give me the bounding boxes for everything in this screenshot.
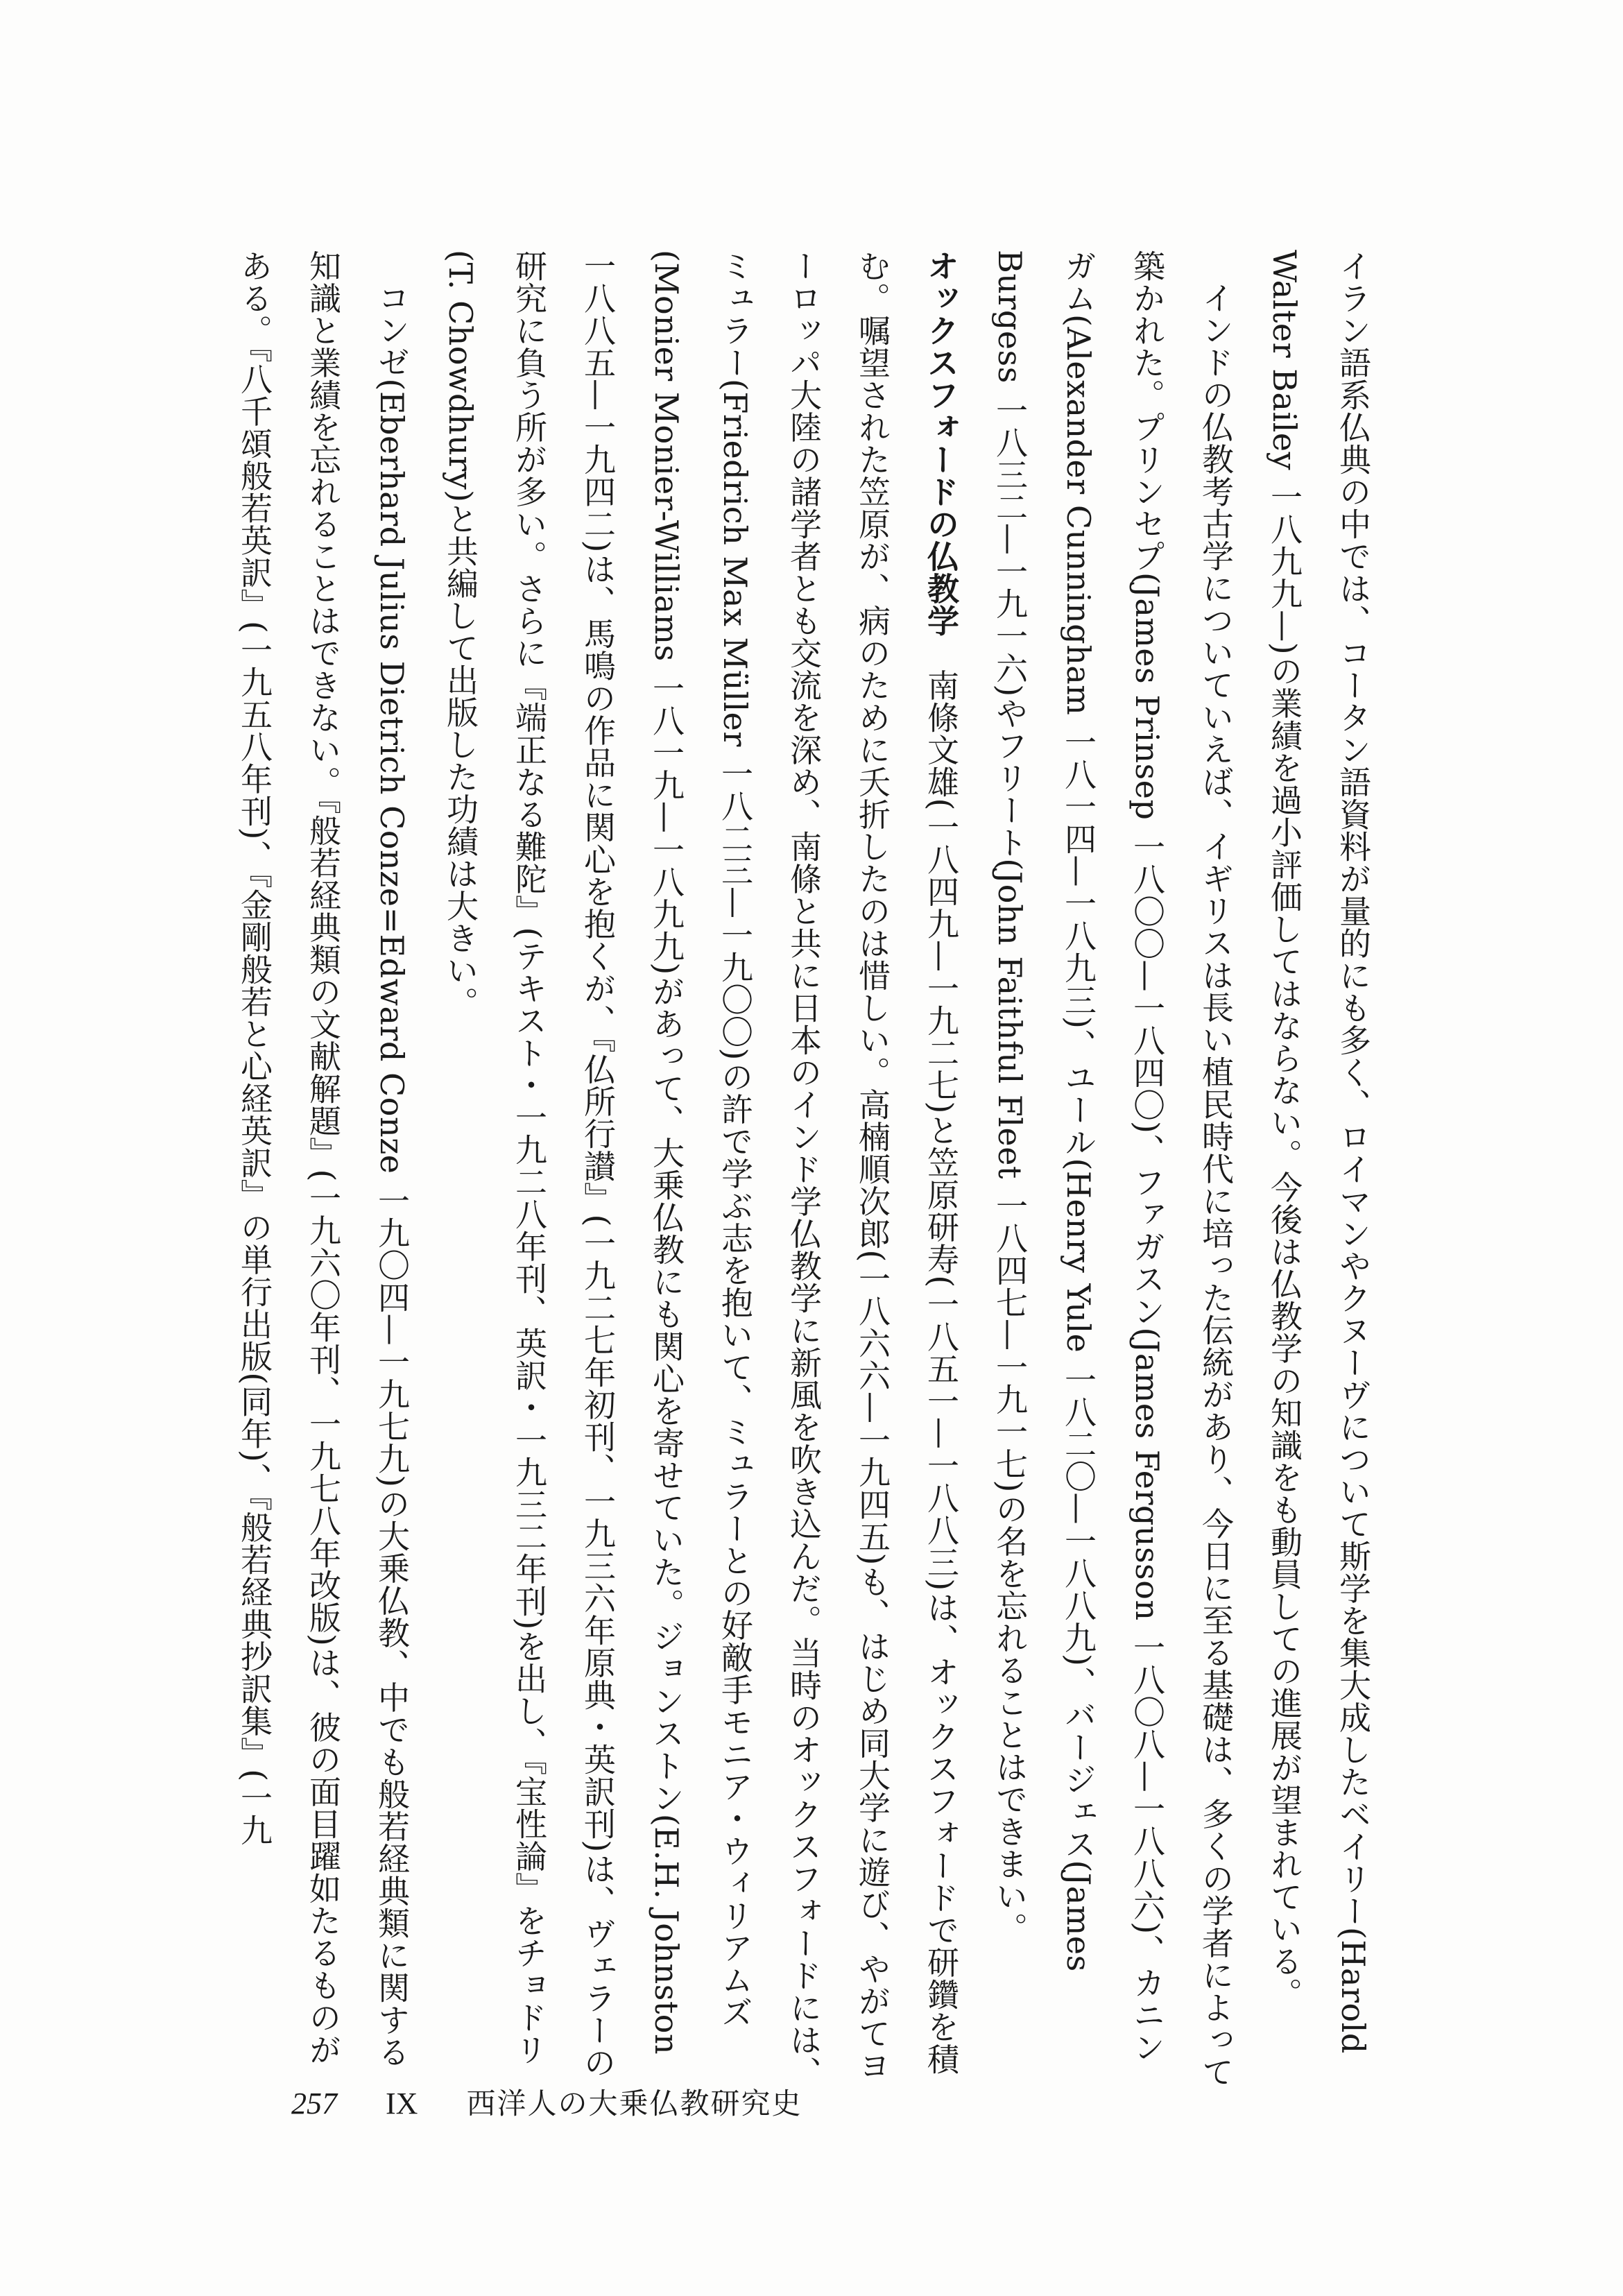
paragraph-oxford	[426, 250, 975, 2095]
chapter-title: 西洋人の大乗仏教研究史	[466, 2087, 802, 2121]
paragraph-bailey: イラン語系仏典の中では、コータン語資料が量的にも多く、ロイマンやクヌーヴについて斯学を集大成したベイリー(Harold Walter Bailey 一八九九—)の業績を過小評価してはならない。今後は仏教学の知識をも動員しての進展が望まれている。	[1266, 250, 1372, 2054]
paragraph-conze: コンゼ(Eberhard Julius Dietrich Conze=Edward Conze 一九〇四—一九七九)の大乗仏教、中でも般若経典類に関する知識と業績を忘れることはできない。『般若経典類の文献解題』(一九六〇年刊、一九七八年改版)は、彼の面目躍如たるものがある。『八千頌般若英訳』(一九五八年刊)、『金剛般若と心経英訳』の単行出版(同年)、『般若経典抄訳集』(一九	[236, 250, 411, 2068]
page-number: 257	[291, 2087, 337, 2121]
page-footer	[291, 2081, 802, 2123]
section-text: 南條文雄(一八四九—一九二七)と笠原研寿(一八五一—一八八三)は、オックスフォードで研鑽を積む。嘱望された笠原が、病のために夭折したのは惜しい。高楠順次郎(一八六六—一九四五)も、はじめ同大学に遊び、やがてヨーロッパ大陸の諸学者とも交流を深め、南條と共に日本のインド学仏教学に新風を吹き込んだ。当時のオックスフォードには、ミュラー(Friedrich Max Müller 一八二三—一九〇〇)の許で学ぶ志を抱いて、ミュラーとの好敵手モニア・ウィリアムズ(Monier Monier-Williams 一八一九—一八九九)があって、大乗仏教にも関心を寄せていた。ジョンストン(E.H. Johnston 一八八五—一九四二)は、馬鳴の作品に関心を抱くが、『仏所行讃』(一九二七年初刊、一九三六年原典・英訳刊)は、ヴェラーの研究に負う所が多い。さらに『端正なる難陀』(テキスト・一九二八年刊、英訳・一九三二年刊)を出し、『宝性論』をチョドリ(T. Chowdhury)と共編して出版した功績は大きい。	[442, 250, 960, 2089]
chapter-number: IX	[386, 2087, 418, 2121]
vertical-body-text	[220, 250, 1387, 2095]
section-heading: オックスフォードの仏教学	[922, 250, 960, 637]
paragraph-archaeology: インドの仏教考古学についていえば、イギリスは長い植民時代に培った伝統があり、今日に至る基礎は、多くの学者によって築かれた。プリンセプ(James Prinsep 一八〇〇—一八四〇)、ファガスン(James Fergusson 一八〇八—一八八六)、カニンガム(Alexander Cunningham 一八一四—一八九三)、ユール(Henry Yule 一八二〇—一八八九)、バージェス(James Burgess 一八三二—一九一六)やフリート(John Faithful Fleet 一八四七—一九一七)の名を忘れることはできまい。	[991, 250, 1235, 2088]
